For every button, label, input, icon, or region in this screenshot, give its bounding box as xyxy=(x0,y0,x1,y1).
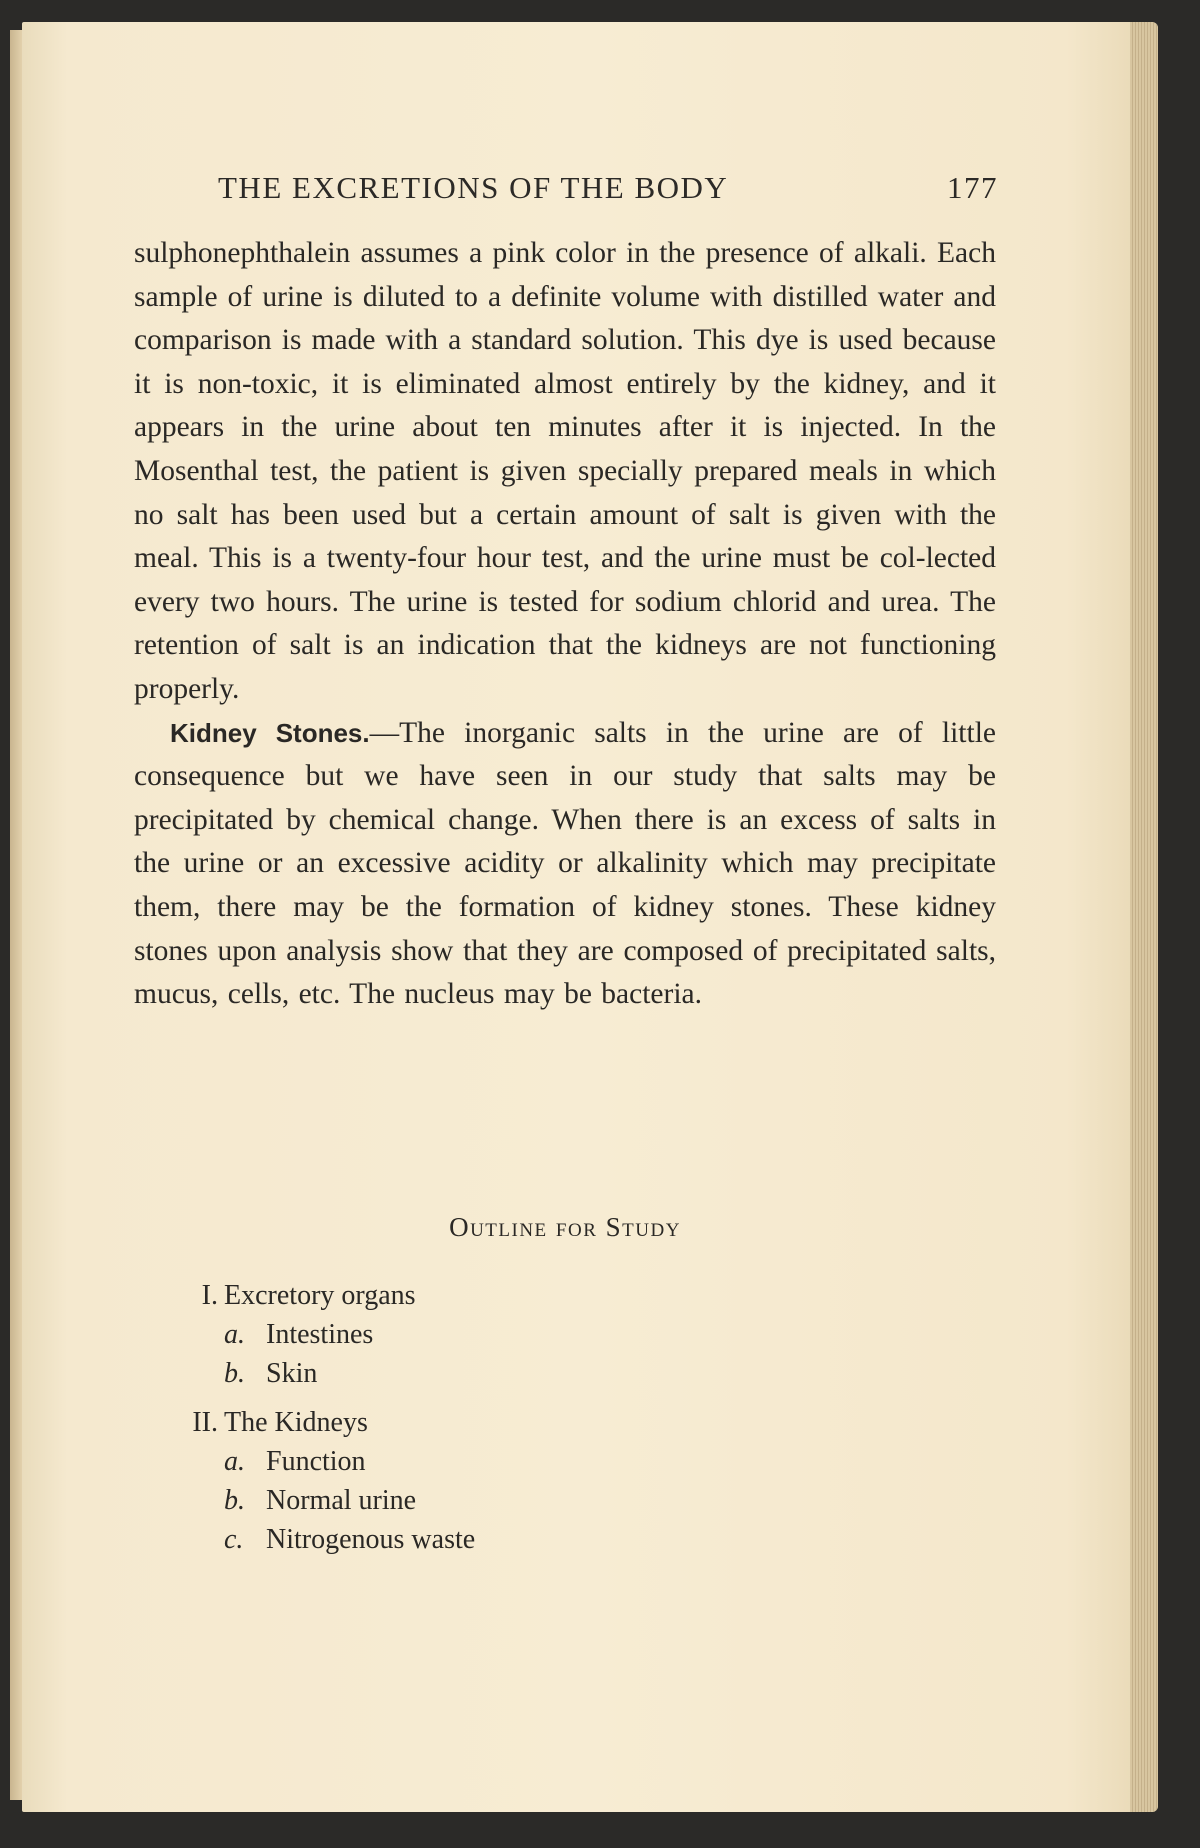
body-text xyxy=(134,232,996,1017)
outline-sub-item xyxy=(150,1481,850,1520)
outline-letter: c. xyxy=(224,1524,244,1555)
outline-letter: a. xyxy=(224,1319,245,1350)
paragraph-kidney-stones xyxy=(134,712,996,1017)
page-edges xyxy=(1130,22,1158,1812)
running-head-title: THE EXCRETIONS OF THE BODY xyxy=(218,170,729,205)
outline-sub-label: Nitrogenous waste xyxy=(266,1524,476,1555)
outline-sub-item xyxy=(150,1442,850,1481)
outline-main-label: The Kidneys xyxy=(224,1407,368,1438)
paragraph-1-text: sulphonephthalein assumes a pink color in the presence of alkali. Each sample of urine is diluted to a definite volume with distilled water and comparison is made with a standard solution. This dye is used because it is non-toxic, it is eliminated almost entirely by the kidney, and it appears in the urine about ten minutes after it is injected. In the Mosenthal test, the patient is given specially prepared meals in which no salt has been used but a certain amount of salt is given with the meal. This is a twenty-four hour test, and the urine must be col-lected every two hours. The urine is tested for sodium chlorid and urea. The retention of salt is an indication that the kidneys are not functioning properly. xyxy=(134,237,996,705)
study-outline xyxy=(150,1276,850,1569)
run-in-heading: Kidney Stones. xyxy=(170,717,370,748)
outline-sub-label: Intestines xyxy=(266,1319,374,1350)
outline-main-label: Excretory organs xyxy=(224,1280,416,1311)
outline-section xyxy=(150,1403,850,1559)
outline-letter: b. xyxy=(224,1358,245,1389)
outline-heading: Outline for Study xyxy=(449,1212,681,1242)
outline-section xyxy=(150,1276,850,1393)
outline-main-item xyxy=(150,1276,850,1315)
outline-sub-item xyxy=(150,1354,850,1393)
outline-letter: a. xyxy=(224,1446,245,1477)
paragraph-2-text: —The inorganic salts in the urine are of little consequence but we have seen in our study that salts may be precipitated by chemical change. When there is an excess of salts in the urine or an excessive acidity or alkalinity which may precipitate them, there may be the formation of kidney stones. These kidney stones upon analysis show that they are composed of precipitated salts, mucus, cells, etc. The nucleus may be bacteria. xyxy=(134,716,996,1011)
outline-numeral: II. xyxy=(192,1407,218,1438)
outline-main-item xyxy=(150,1403,850,1442)
outline-sub-label: Function xyxy=(266,1446,366,1477)
outline-letter: b. xyxy=(224,1485,245,1516)
outline-numeral: I. xyxy=(201,1280,218,1311)
outline-sub-item xyxy=(150,1520,850,1559)
outline-sub-label: Skin xyxy=(266,1358,318,1389)
outline-sub-item xyxy=(150,1315,850,1354)
page-number: 177 xyxy=(947,170,998,205)
outline-sub-label: Normal urine xyxy=(266,1485,417,1516)
paragraph-1 xyxy=(134,232,996,712)
